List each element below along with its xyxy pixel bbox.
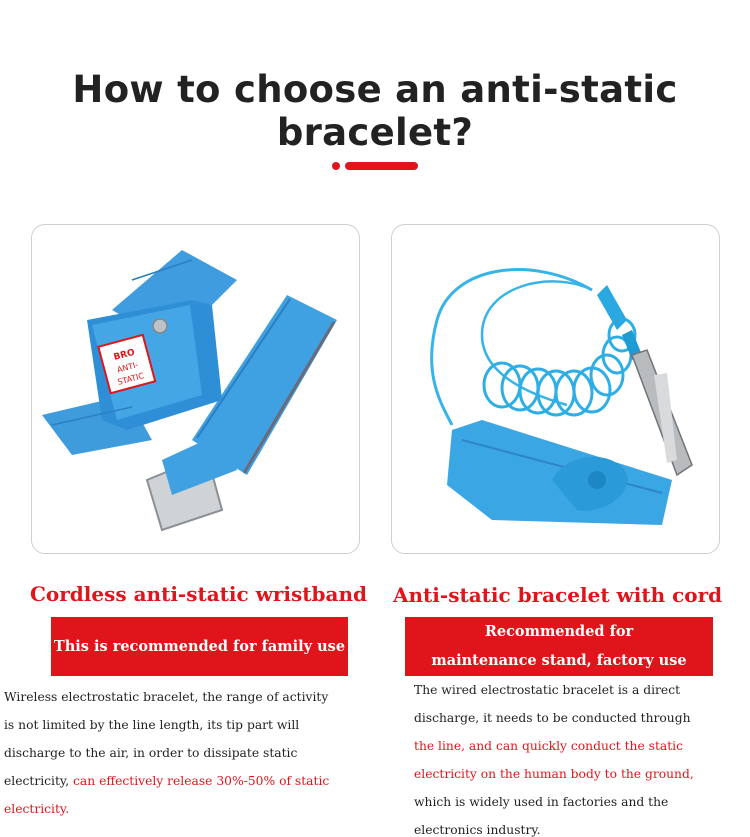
cordless-heading: Cordless anti-static wristband bbox=[30, 582, 367, 606]
corded-heading: Anti-static bracelet with cord bbox=[393, 583, 723, 607]
cordless-wristband-illustration bbox=[32, 225, 359, 553]
description-line: electricity, can effectively release 30%-50% of static bbox=[4, 774, 330, 788]
description-line: The wired electrostatic bracelet is a direct bbox=[414, 683, 681, 697]
stamp-text-3: STATIC bbox=[116, 371, 145, 387]
corded-bracelet-illustration bbox=[392, 225, 719, 553]
cordless-wristband-card bbox=[31, 224, 360, 554]
factory-banner-line-1: Recommended for bbox=[484, 623, 634, 640]
corded-bracelet-card bbox=[391, 224, 720, 554]
accent-bar bbox=[345, 162, 418, 170]
description-line: electricity on the human body to the ground, bbox=[414, 767, 694, 781]
stamp-text-2: ANTI- bbox=[116, 360, 140, 375]
description-line: is not limited by the line length, its tip part will bbox=[4, 718, 300, 732]
family-use-banner: This is recommended for family use bbox=[51, 617, 348, 676]
factory-banner-line-2: maintenance stand, factory use bbox=[431, 652, 687, 669]
description-line: which is widely used in factories and the bbox=[414, 795, 669, 809]
description-line: Wireless electrostatic bracelet, the range of activity bbox=[4, 690, 329, 704]
description-line: electronics industry. bbox=[414, 823, 541, 837]
factory-use-banner bbox=[405, 617, 713, 676]
accent-dot bbox=[332, 162, 340, 170]
stamp-text-1: BRO bbox=[112, 347, 137, 363]
description-line: discharge, it needs to be conducted through bbox=[414, 711, 691, 725]
description-line: the line, and can quickly conduct the static bbox=[414, 739, 683, 753]
description-line: electricity. bbox=[4, 802, 70, 816]
description-line: discharge to the air, in order to dissipate static bbox=[4, 746, 298, 760]
page-title: How to choose an anti-static bracelet? bbox=[72, 68, 678, 154]
